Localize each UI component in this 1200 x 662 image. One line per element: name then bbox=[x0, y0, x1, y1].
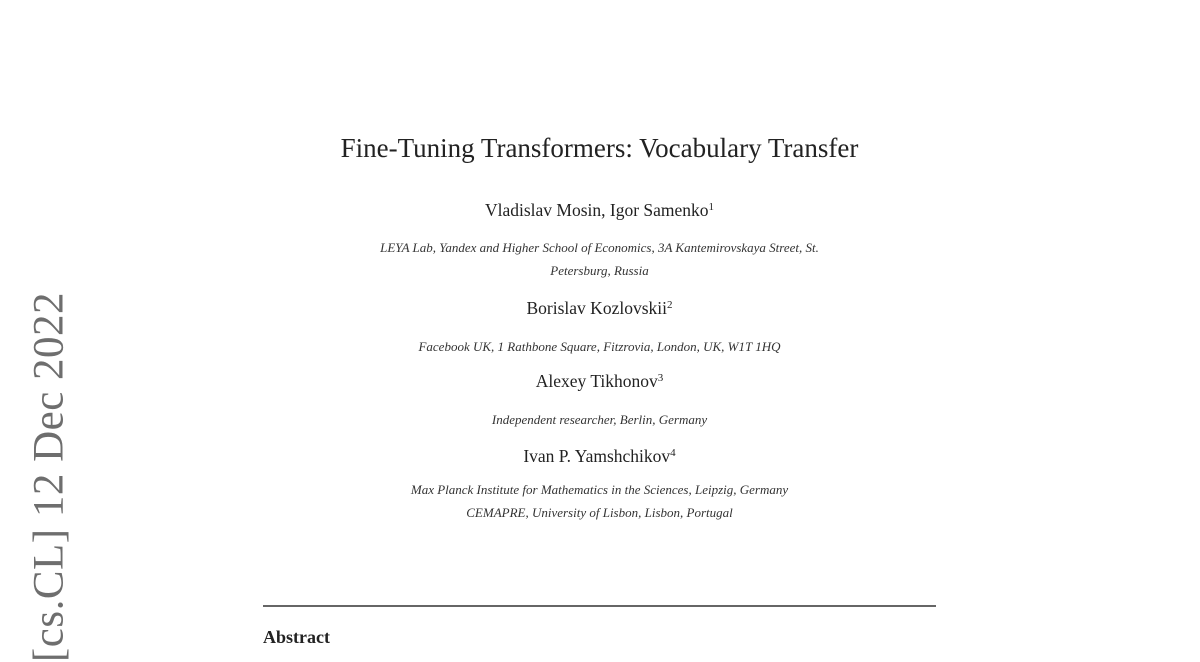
affiliation-leya-lab bbox=[263, 236, 936, 282]
author-kozlovskii bbox=[263, 298, 936, 319]
author-name: Alexey Tikhonov bbox=[535, 371, 658, 391]
author-yamshchikov bbox=[263, 446, 936, 467]
section-divider bbox=[263, 605, 936, 607]
affiliation-mark: 4 bbox=[670, 447, 676, 459]
affiliation-line: LEYA Lab, Yandex and Higher School of Economics, 3A Kantemirovskaya Street, St. bbox=[380, 240, 819, 255]
author-mosin-samenko bbox=[263, 200, 936, 221]
affiliation-mark: 1 bbox=[708, 201, 715, 213]
paper-title: Fine-Tuning Transformers: Vocabulary Transfer bbox=[340, 133, 859, 163]
paper-first-page bbox=[263, 0, 936, 648]
affiliation-line: Max Planck Institute for Mathematics in the Sciences, Leipzig, Germany bbox=[410, 482, 789, 497]
arxiv-identifier-stamp: [cs.CL] 12 Dec 2022 bbox=[25, 291, 73, 662]
author-name: Borislav Kozlovskii bbox=[526, 298, 667, 318]
author-tikhonov bbox=[263, 371, 936, 392]
author-name: Vladislav Mosin, Igor Samenko bbox=[484, 200, 709, 220]
affiliation-line: Petersburg, Russia bbox=[550, 263, 649, 278]
affiliation-independent bbox=[263, 408, 936, 431]
affiliation-line: Independent researcher, Berlin, Germany bbox=[491, 412, 708, 427]
affiliation-mark: 3 bbox=[657, 372, 664, 384]
affiliation-facebook bbox=[263, 335, 936, 358]
affiliation-max-planck-lisbon bbox=[263, 478, 936, 524]
author-name: Ivan P. Yamshchikov bbox=[523, 446, 671, 466]
abstract-heading: Abstract bbox=[263, 627, 330, 647]
affiliation-line: CEMAPRE, University of Lisbon, Lisbon, Portugal bbox=[466, 505, 733, 520]
affiliation-mark: 2 bbox=[666, 299, 673, 311]
affiliation-line: Facebook UK, 1 Rathbone Square, Fitzrovia, London, UK, W1T 1HQ bbox=[418, 339, 781, 354]
